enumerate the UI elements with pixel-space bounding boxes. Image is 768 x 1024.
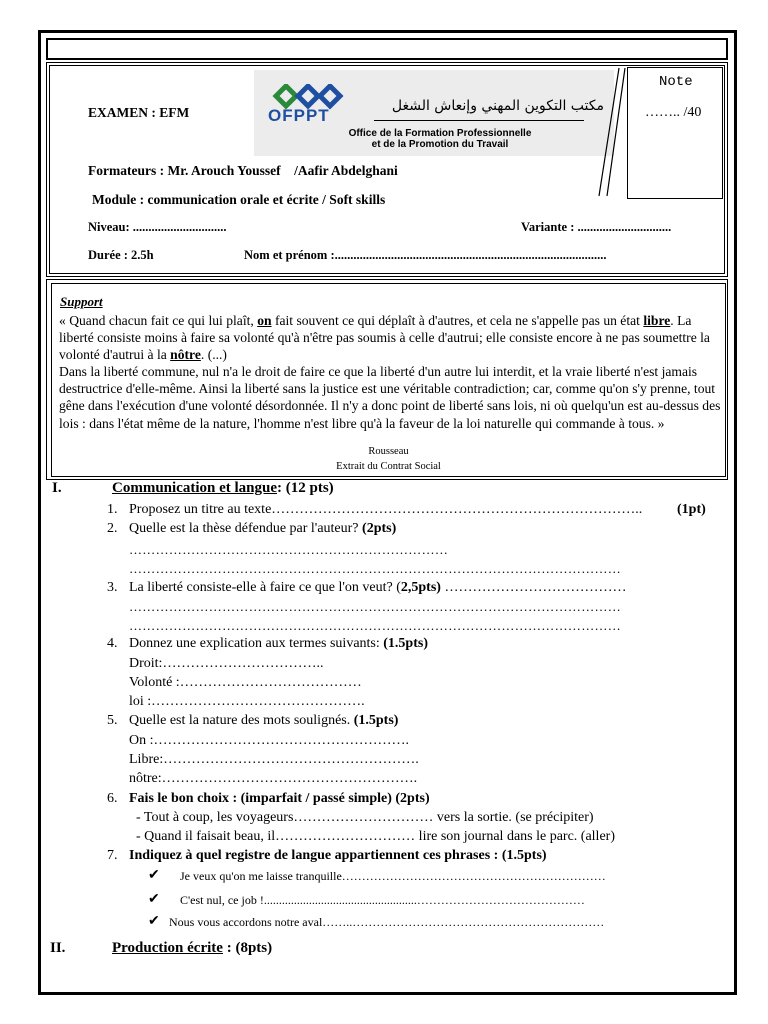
support-paragraph-2: Dans la liberté commune, nul n'a le droit de faire ce que la liberté d'un autre lui interdit, et la vraie liberté n'est jamais destructrice d'elle-même. Ainsi la liberté sans la justice est une véritable contradiction; car, comme qu'on s'y prenne, tout gêne dans l'exécution d'une volonté désordonnée. Il n'y a donc point de liberté sans lois, ni où quelqu'un est au-dessus des lois : dans l'état même de la nature, l'homme n'est libre qu'à la faveur de la loi naturelle qui commande à tous. »	[59, 364, 721, 431]
section1-number: I.	[52, 480, 62, 496]
section2-number: II.	[50, 940, 66, 956]
nom-prenom-field[interactable]: Nom et prénom :.......................................................................................	[244, 248, 607, 262]
q6-sentence-2[interactable]: - Quand il faisait beau, il………………………… lire son journal dans le parc. (aller)	[136, 829, 615, 844]
support-source: Extrait du Contrat Social	[336, 461, 441, 472]
q3-number: 3.	[107, 580, 118, 595]
section1-title: Communication et langue	[112, 480, 277, 496]
q1-number: 1.	[107, 502, 118, 517]
support-text-run: « Quand chacun fait ce qui lui plaît,	[59, 313, 258, 328]
underlined-word-libre: libre	[643, 313, 671, 328]
duree: Durée : 2.5h	[88, 248, 154, 262]
q3-points: 2,5pts)	[400, 580, 441, 595]
q6-number: 6.	[107, 791, 118, 806]
office-line1: Office de la Formation Professionnelle	[348, 128, 532, 139]
q4-answer-loi[interactable]: loi :……………………………………….	[129, 694, 365, 709]
section2-heading	[112, 940, 272, 957]
q4-question	[129, 636, 428, 652]
q2-text: Quelle est la thèse défendue par l'auteur?	[129, 521, 359, 536]
support-text-run: . La liberté consiste moins à faire sa volonté qu'à n'être pas soumis à celle d'autrui; elle consiste encore à ne pas soumettre la volonté d'autrui à la	[59, 313, 710, 363]
module: Module : communication orale et écrite / Soft skills	[92, 192, 386, 207]
support-text-run: . (...)	[200, 347, 227, 363]
q3-text: La liberté consiste-elle à faire ce que l'on veut? (	[129, 580, 401, 595]
q7-phrase-2[interactable]: C'est nul, ce job !...................................................……………………………………	[180, 893, 585, 907]
note-value: …….. /40	[645, 105, 702, 120]
q3-answer-line-1[interactable]: …………………………………………………………………………………………………	[129, 599, 622, 614]
q5-answer-on[interactable]: On :……………………………………………….	[129, 733, 409, 748]
q4-points: (1.5pts)	[379, 636, 428, 651]
check-icon: ✔	[148, 914, 160, 929]
support-title: Support	[60, 294, 103, 309]
section2-title: Production écrite	[112, 940, 223, 956]
q4-text: Donnez une explication aux termes suivants:	[129, 636, 380, 651]
q3-inline-dots[interactable]: …………………………………	[440, 580, 627, 595]
q4-answer-droit[interactable]: Droit:……………………………..	[129, 656, 324, 671]
q6-question: Fais le bon choix : (imparfait / passé simple) (2pts)	[129, 791, 430, 806]
niveau-field[interactable]: Niveau: ..............................	[88, 220, 227, 234]
q2-points: (2pts)	[358, 521, 397, 536]
support-text-run: fait souvent ce qui déplaît à d'autres, et cela ne s'appelle pas un état	[271, 313, 644, 328]
q7-phrase-1[interactable]: Je veux qu'on me laisse tranquille…………………………………………………………	[180, 869, 606, 883]
exam-label: EXAMEN : EFM	[88, 105, 190, 120]
section1-points: : (12 pts)	[277, 480, 334, 496]
q2-number: 2.	[107, 521, 118, 536]
q7-phrase-3[interactable]: Nous vous accordons notre aval……..………………………………………………………	[169, 915, 605, 929]
check-icon: ✔	[148, 868, 160, 883]
q7-question: Indiquez à quel registre de langue appartiennent ces phrases : (1.5pts)	[129, 848, 547, 863]
q7-number: 7.	[107, 848, 118, 863]
header-slash-lines	[595, 66, 631, 198]
q5-answer-notre[interactable]: nôtre:……………………………………………….	[129, 771, 418, 786]
q5-question	[129, 713, 398, 729]
q2-question	[129, 521, 396, 537]
arabic-name: مكتب التكوين المهني وإنعاش الشغل	[391, 98, 604, 114]
q3-question	[129, 580, 626, 596]
ofppt-logo	[254, 70, 614, 156]
logo-divider	[374, 120, 584, 121]
q2-answer-line-1[interactable]: ………………………………………………………………	[129, 542, 449, 557]
support-text	[59, 312, 721, 432]
q5-answer-libre[interactable]: Libre:……………………………………………….	[129, 752, 419, 767]
q5-text: Quelle est la nature des mots soulignés.	[129, 713, 351, 728]
underlined-word-on: on	[257, 313, 272, 328]
section1-heading	[112, 480, 334, 497]
section2-points: : (8pts)	[222, 940, 273, 956]
note-label: Note	[659, 74, 693, 90]
q1-text: Proposez un titre au texte……………………………………………………………………..	[129, 502, 643, 517]
support-author: Rousseau	[368, 446, 409, 457]
variante-field[interactable]: Variante : ..............................	[521, 220, 672, 234]
q4-answer-volonte[interactable]: Volonté :…………………………………	[129, 675, 362, 690]
top-band	[46, 38, 728, 60]
check-icon: ✔	[148, 892, 160, 907]
office-line2: et de la Promotion du Travail	[371, 139, 509, 150]
q5-number: 5.	[107, 713, 118, 728]
support-paragraph-1	[59, 312, 721, 363]
q5-points: (1.5pts)	[350, 713, 399, 728]
q6-sentence-1[interactable]: - Tout à coup, les voyageurs………………………… vers la sortie. (se précipiter)	[136, 810, 594, 825]
q4-number: 4.	[107, 636, 118, 651]
formateurs: Formateurs : Mr. Arouch Youssef /Aafir Abdelghani	[88, 163, 398, 178]
q1-points: (1pt)	[677, 502, 706, 517]
q2-answer-line-2[interactable]: …………………………………………………………………………………………………	[129, 561, 622, 576]
ofppt-text: OFPPT	[268, 106, 330, 125]
underlined-word-notre: nôtre	[170, 347, 201, 363]
q3-answer-line-2[interactable]: …………………………………………………………………………………………………	[129, 618, 622, 633]
